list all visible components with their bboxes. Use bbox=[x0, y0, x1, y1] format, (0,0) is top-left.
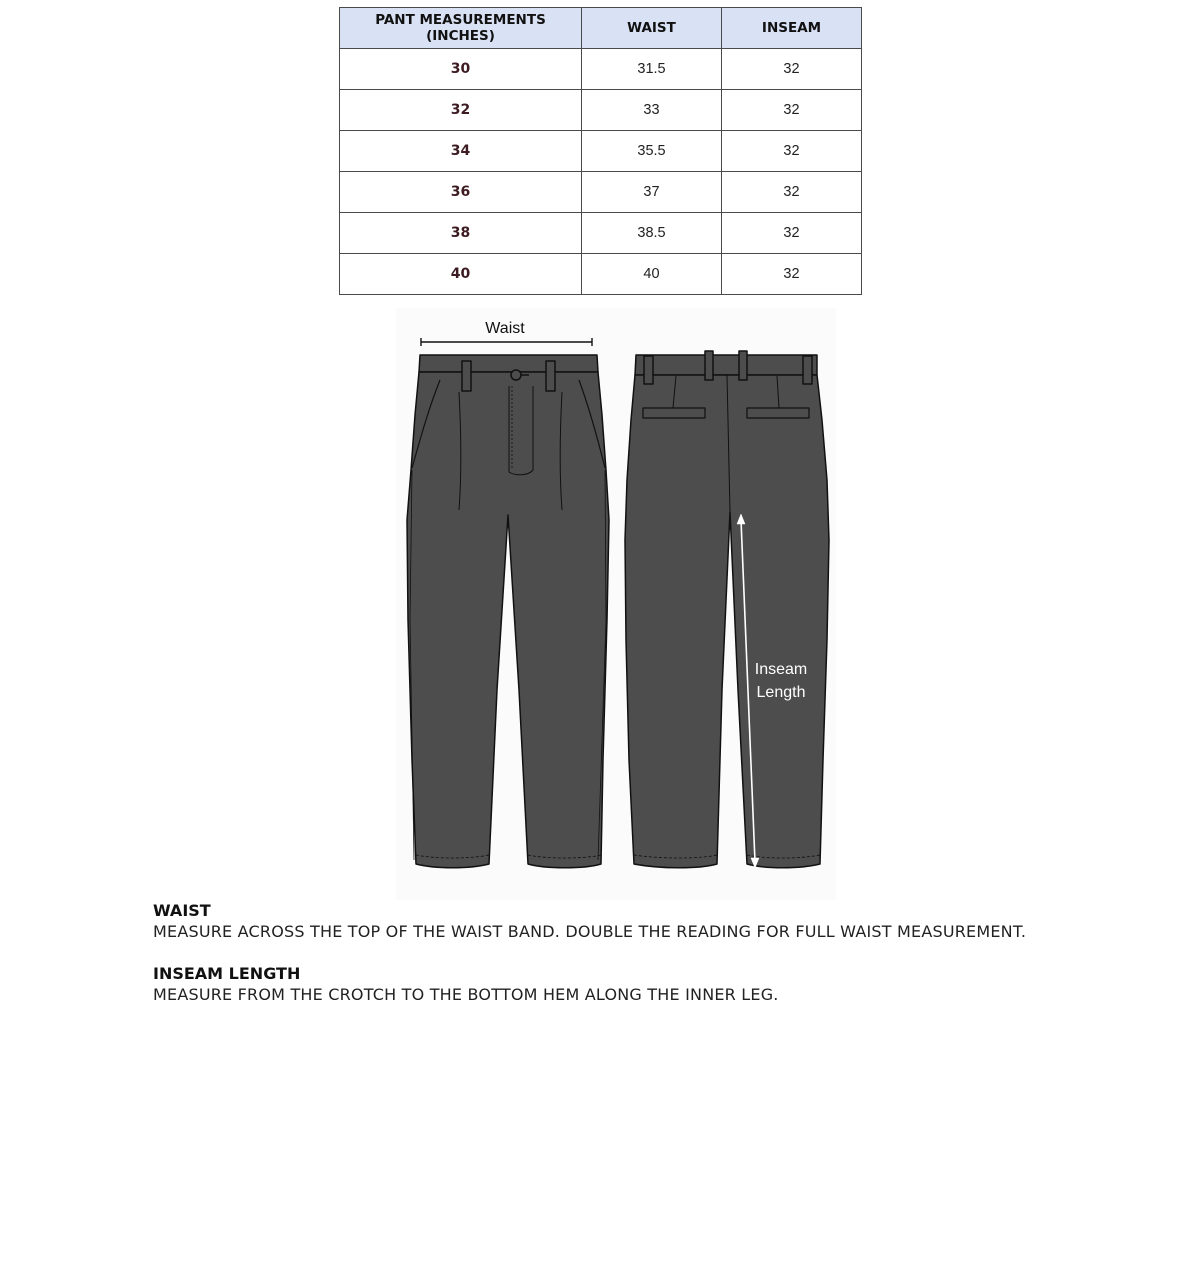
size-cell: 34 bbox=[340, 131, 582, 172]
waist-cell: 35.5 bbox=[582, 131, 722, 172]
header-pant-measurements: PANT MEASUREMENTS (INCHES) bbox=[340, 8, 582, 49]
table-row bbox=[340, 213, 862, 254]
inseam-cell: 32 bbox=[722, 131, 862, 172]
waist-cell: 40 bbox=[582, 254, 722, 295]
waist-cell: 31.5 bbox=[582, 49, 722, 90]
size-cell: 32 bbox=[340, 90, 582, 131]
waist-note-title: WAIST bbox=[153, 901, 211, 920]
inseam-cell: 32 bbox=[722, 254, 862, 295]
inseam-note-text: MEASURE FROM THE CROTCH TO THE BOTTOM HEM ALONG THE INNER LEG. bbox=[153, 985, 779, 1004]
table-row bbox=[340, 254, 862, 295]
waist-note-text: MEASURE ACROSS THE TOP OF THE WAIST BAND. DOUBLE THE READING FOR FULL WAIST MEASUREMENT. bbox=[153, 922, 1027, 941]
table-header-row bbox=[340, 8, 862, 49]
inseam-cell: 32 bbox=[722, 90, 862, 131]
waist-cell: 38.5 bbox=[582, 213, 722, 254]
inseam-note bbox=[153, 964, 1153, 1006]
table-row bbox=[340, 131, 862, 172]
pants-measurement-illustration bbox=[396, 308, 836, 900]
size-cell: 38 bbox=[340, 213, 582, 254]
table-row bbox=[340, 172, 862, 213]
waist-label: Waist bbox=[485, 320, 525, 337]
inseam-cell: 32 bbox=[722, 172, 862, 213]
waist-cell: 37 bbox=[582, 172, 722, 213]
header-inseam: INSEAM bbox=[722, 8, 862, 49]
size-chart-table bbox=[339, 7, 862, 295]
inseam-cell: 32 bbox=[722, 213, 862, 254]
size-cell: 36 bbox=[340, 172, 582, 213]
table-row bbox=[340, 90, 862, 131]
size-cell: 40 bbox=[340, 254, 582, 295]
inseam-label-line1: Inseam bbox=[754, 661, 808, 678]
waist-note bbox=[153, 901, 1153, 943]
inseam-note-title: INSEAM LENGTH bbox=[153, 964, 301, 983]
inseam-label-line2: Length bbox=[756, 684, 806, 701]
header-waist: WAIST bbox=[582, 8, 722, 49]
size-cell: 30 bbox=[340, 49, 582, 90]
inseam-cell: 32 bbox=[722, 49, 862, 90]
waist-cell: 33 bbox=[582, 90, 722, 131]
measurement-notes bbox=[153, 901, 1153, 1006]
table-row bbox=[340, 49, 862, 90]
